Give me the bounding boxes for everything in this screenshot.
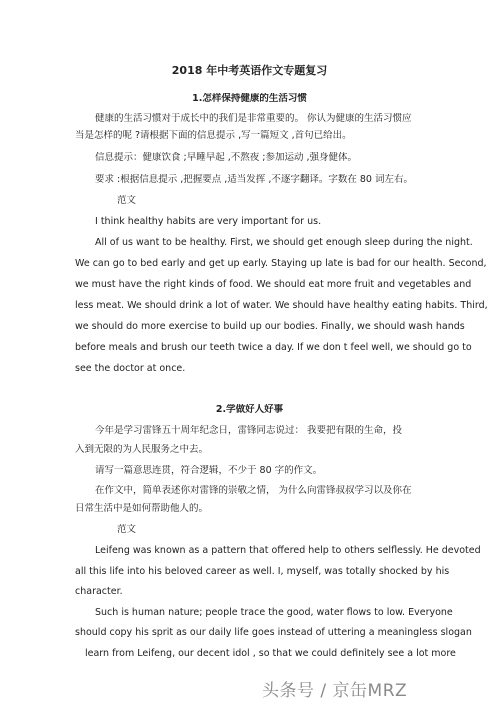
section1-essay-line: All of us want to be healthy. First, we should get enough sleep during the night.	[95, 237, 473, 248]
section1-prompt-line: 健康的生活习惯对于成长中的我们是非常重要的。 你认为健康的生活习惯应	[95, 113, 412, 124]
section2-essay-line: learn from Leifeng, our decent idol , so that we could definitely see a lot more	[85, 648, 456, 659]
section1-essay-line: I think healthy habits are very important for us.	[95, 216, 322, 227]
section2-heading: 2.学做好人好事	[215, 404, 284, 415]
section1-essay-line: we should do more exercise to build up our bodies. Finally, we should wash hands	[75, 321, 465, 332]
section1-prompt-line: 信息提示：健康饮食 ;早睡早起 ,不熬夜 ;参加运动 ,强身健体。	[95, 152, 358, 163]
section2-sample-label: 范文	[117, 524, 137, 535]
section1-prompt-line: 要求 :根据信息提示 ,把握要点 ,适当发挥 ,不逐字翻译。字数在 80 词左右。	[95, 174, 413, 185]
section2-essay-line: Leifeng was known as a pattern that offered help to others selflessly. He devoted	[95, 545, 481, 556]
section1-sample-label: 范文	[117, 195, 137, 206]
section2-essay-line: Such is human nature; people trace the good, water flows to low. Everyone	[95, 607, 453, 618]
section2-essay-line: should copy his sprit as our daily life goes instead of uttering a meaningless slogan	[75, 627, 472, 638]
section1-essay-line: less meat. We should drink a lot of water. We should have healthy eating habits. Third,	[75, 300, 488, 311]
section1-heading: 1.怎样保持健康的生活习惯	[192, 93, 307, 104]
watermark-text: 头条号 / 京缶MRZ	[262, 681, 408, 701]
section1-prompt-line: 当是怎样的呢 ?请根据下面的信息提示 ,写一篇短文 ,首句已给出。	[75, 130, 352, 141]
document-title: 2018 年中考英语作文专题复习	[171, 64, 328, 77]
section2-prompt-line: 在作文中，简单表述你对雷锋的崇敬之情， 为什么向雷锋叔叔学习以及你在	[95, 485, 412, 496]
section2-prompt-line: 日常生活中是如何帮助他人的。	[75, 503, 209, 514]
section2-prompt-line: 入到无限的为人民服务之中去。	[75, 444, 209, 455]
section2-prompt-line: 今年是学习雷锋五十周年纪念日，雷锋同志说过： 我要把有限的生命，投	[95, 425, 403, 436]
section2-essay-line: character.	[75, 586, 123, 597]
section1-essay-line: we must have the right kinds of food. We should eat more fruit and vegetables and	[75, 279, 472, 290]
section1-essay-line: see the doctor at once.	[75, 363, 186, 374]
section1-essay-line: We can go to bed early and get up early. Staying up late is bad for our health. Second,	[75, 258, 487, 269]
section2-essay-line: all this life into his beloved career as well. I, myself, was totally shocked by his	[75, 566, 450, 577]
section2-prompt-line: 请写一篇意思连贯，符合逻辑，不少于 80 字的作文。	[95, 465, 323, 476]
section1-essay-line: before meals and brush our teeth twice a day. If we don t feel well, we should go to	[75, 342, 472, 353]
